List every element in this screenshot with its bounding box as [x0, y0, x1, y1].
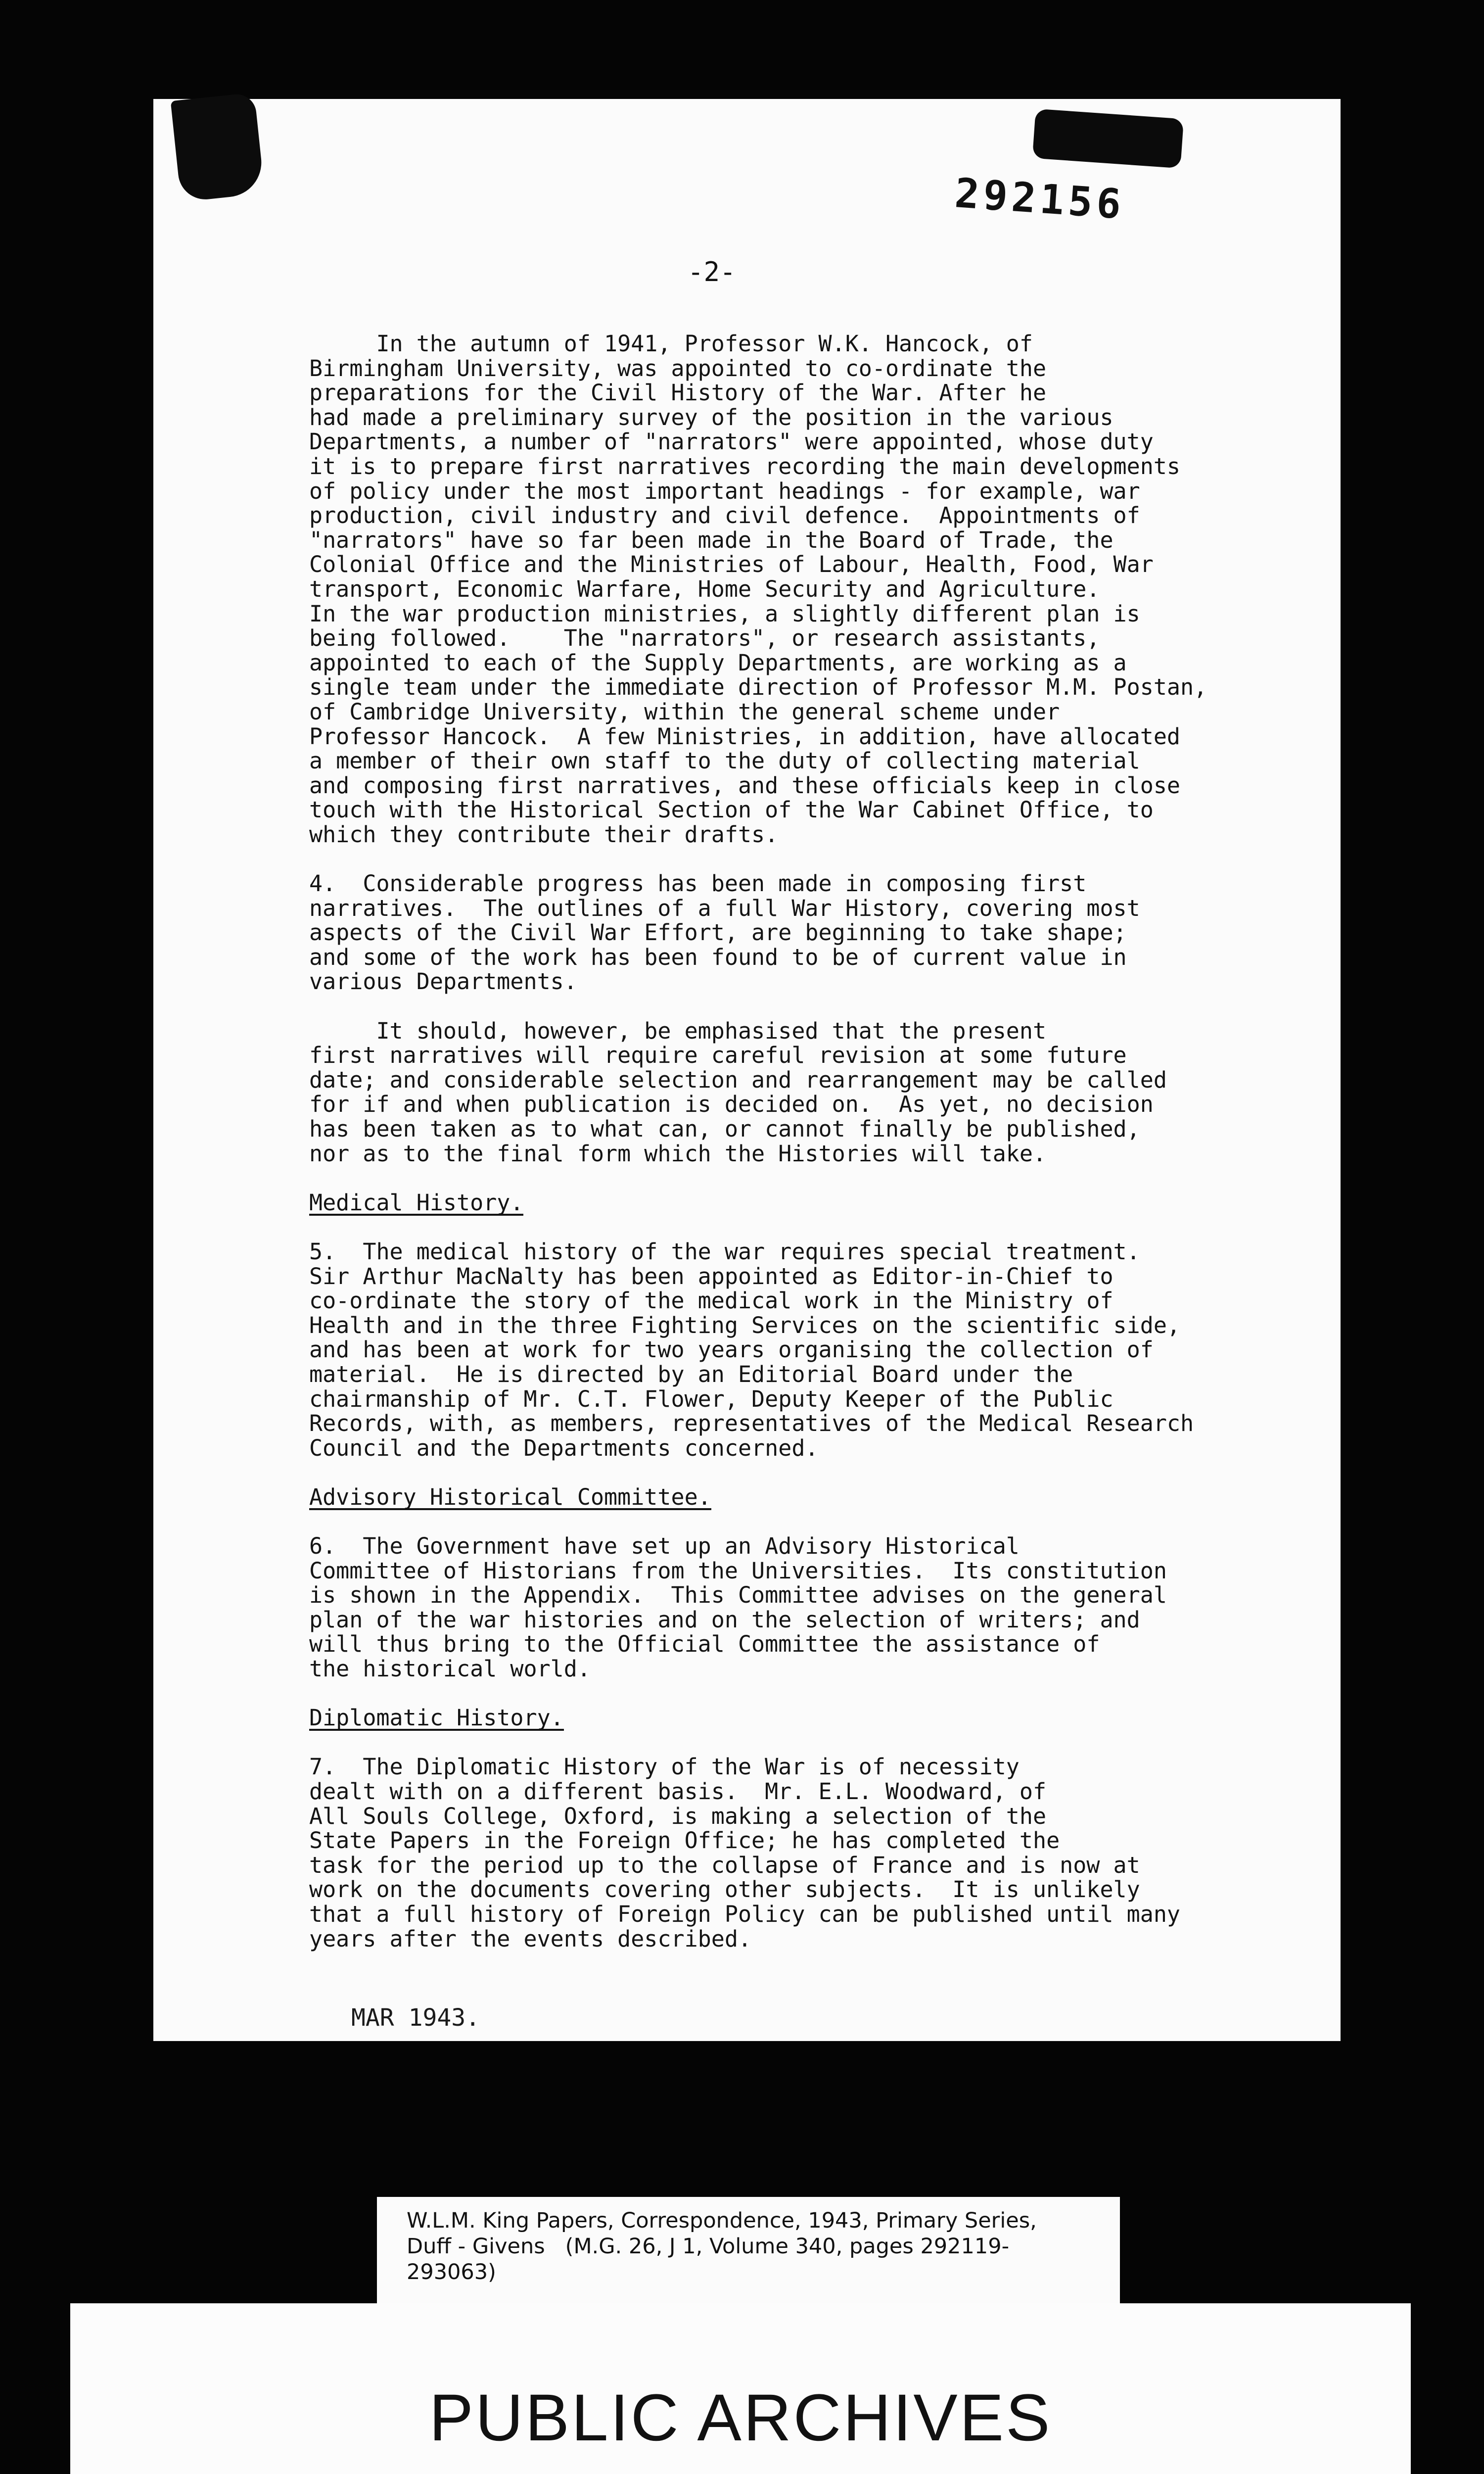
section-heading-text: Advisory Historical Committee.: [309, 1483, 711, 1510]
date-stamp: MAR 1943.: [351, 2004, 480, 2032]
body-line: Colonial Office and the Ministries of Labour, Health, Food, War: [309, 551, 1154, 578]
body-line: a member of their own staff to the duty of collecting material: [309, 748, 1140, 774]
citation-label: [377, 2197, 1120, 2303]
body-line: it is to prepare first narratives recording the main developments: [309, 453, 1180, 479]
body-line: State Papers in the Foreign Office; he has completed the: [309, 1827, 1060, 1854]
body-line: All Souls College, Oxford, is making a selection of the: [309, 1803, 1047, 1829]
body-line: task for the period up to the collapse of France and is now at: [309, 1852, 1140, 1878]
body-line: 4. Considerable progress has been made in composing first: [309, 870, 1087, 897]
body-line: date; and considerable selection and rearrangement may be called: [309, 1066, 1167, 1093]
blank-line: [309, 1460, 1338, 1485]
citation-line: 293063): [407, 2260, 496, 2284]
body-line: Council and the Departments concerned.: [309, 1434, 819, 1461]
document-number-stamp: 292156: [953, 170, 1127, 229]
body-line: various Departments.: [309, 968, 577, 995]
body-line: In the war production ministries, a slightly different plan is: [309, 600, 1140, 627]
body-line: Records, with, as members, representatives of the Medical Research: [309, 1410, 1194, 1437]
body-line: Professor Hancock. A few Ministries, in addition, have allocated: [309, 723, 1180, 750]
body-line: first narratives will require careful revision at some future: [309, 1042, 1127, 1069]
torn-corner-mark: [171, 93, 265, 202]
body-line: which they contribute their drafts.: [309, 821, 779, 848]
body-line: and composing first narratives, and these officials keep in close: [309, 772, 1180, 799]
body-line: 7. The Diplomatic History of the War is of necessity: [309, 1754, 1020, 1780]
body-line: touch with the Historical Section of the War Cabinet Office, to: [309, 797, 1154, 823]
citation-line: Duff - Givens (M.G. 26, J 1, Volume 340, pages 292119-: [407, 2234, 1010, 2259]
blank-line: [309, 1510, 1338, 1534]
document-page: [153, 99, 1341, 2041]
body-line: Sir Arthur MacNalty has been appointed as Editor-in-Chief to: [309, 1263, 1113, 1289]
body-line: is shown in the Appendix. This Committee advises on the general: [309, 1582, 1167, 1609]
body-line: single team under the immediate direction of Professor M.M. Postan,: [309, 674, 1207, 701]
body-line: aspects of the Civil War Effort, are beginning to take shape;: [309, 919, 1127, 946]
body-line: 6. The Government have set up an Advisory Historical: [309, 1533, 1020, 1560]
body-line: co-ordinate the story of the medical work in the Ministry of: [309, 1287, 1113, 1314]
body-line: material. He is directed by an Editorial Board under the: [309, 1361, 1073, 1387]
archives-title-english: PUBLIC ARCHIVES: [429, 2381, 1052, 2455]
body-line: the historical world.: [309, 1656, 591, 1682]
section-heading: [309, 1485, 1338, 1510]
body-line: Birmingham University, was appointed to co-ordinate the: [309, 355, 1047, 381]
public-archives-card: [70, 2303, 1411, 2474]
body-line: In the autumn of 1941, Professor W.K. Hancock, of: [309, 331, 1033, 357]
body-line: and has been at work for two years organising the collection of: [309, 1336, 1154, 1363]
blank-line: [309, 847, 1338, 871]
body-line: work on the documents covering other subjects. It is unlikely: [309, 1876, 1140, 1903]
body-line: that a full history of Foreign Policy can be published until many: [309, 1901, 1180, 1927]
section-heading: [309, 1706, 1338, 1730]
body-line: Health and in the three Fighting Services on the scientific side,: [309, 1312, 1180, 1338]
body-line: production, civil industry and civil defence. Appointments of: [309, 502, 1140, 529]
citation-line: W.L.M. King Papers, Correspondence, 1943, Primary Series,: [407, 2208, 1037, 2233]
section-heading: [309, 1190, 1338, 1215]
body-line: will thus bring to the Official Committee the assistance of: [309, 1631, 1100, 1658]
section-heading-text: Medical History.: [309, 1189, 524, 1216]
body-line: being followed. The "narrators", or research assistants,: [309, 625, 1100, 652]
body-line: appointed to each of the Supply Departments, are working as a: [309, 649, 1127, 676]
body-line: has been taken as to what can, or cannot finally be published,: [309, 1116, 1140, 1142]
blank-line: [309, 1166, 1338, 1190]
body-line: "narrators" have so far been made in the Board of Trade, the: [309, 526, 1113, 553]
redaction-mark: [1032, 109, 1184, 169]
body-line: 5. The medical history of the war requires special treatment.: [309, 1238, 1140, 1265]
blank-line: [309, 1681, 1338, 1706]
body-line: transport, Economic Warfare, Home Security and Agriculture.: [309, 575, 1100, 602]
blank-line: [309, 994, 1338, 1019]
body-line: nor as to the final form which the Histories will take.: [309, 1140, 1047, 1167]
body-line: and some of the work has been found to be of current value in: [309, 944, 1127, 970]
body-line: preparations for the Civil History of the War. After he: [309, 380, 1047, 406]
body-line: had made a preliminary survey of the position in the various: [309, 404, 1113, 430]
body-line: for if and when publication is decided on. As yet, no decision: [309, 1091, 1154, 1118]
body-line: of policy under the most important headings - for example, war: [309, 477, 1140, 504]
body-line: It should, however, be emphasised that the present: [309, 1017, 1047, 1044]
document-body: [309, 332, 1338, 1951]
body-line: dealt with on a different basis. Mr. E.L. Woodward, of: [309, 1778, 1047, 1805]
section-heading-text: Diplomatic History.: [309, 1705, 564, 1731]
body-line: chairmanship of Mr. C.T. Flower, Deputy Keeper of the Public: [309, 1385, 1113, 1412]
body-line: years after the events described.: [309, 1925, 752, 1952]
body-line: Departments, a number of "narrators" were appointed, whose duty: [309, 428, 1154, 455]
body-line: Committee of Historians from the Universities. Its constitution: [309, 1557, 1167, 1584]
blank-line: [309, 1730, 1338, 1755]
body-line: narratives. The outlines of a full War History, covering most: [309, 895, 1140, 921]
blank-line: [309, 1215, 1338, 1239]
body-line: of Cambridge University, within the general scheme under: [309, 698, 1060, 725]
body-line: plan of the war histories and on the selection of writers; and: [309, 1606, 1140, 1633]
page-number: -2-: [688, 256, 736, 287]
